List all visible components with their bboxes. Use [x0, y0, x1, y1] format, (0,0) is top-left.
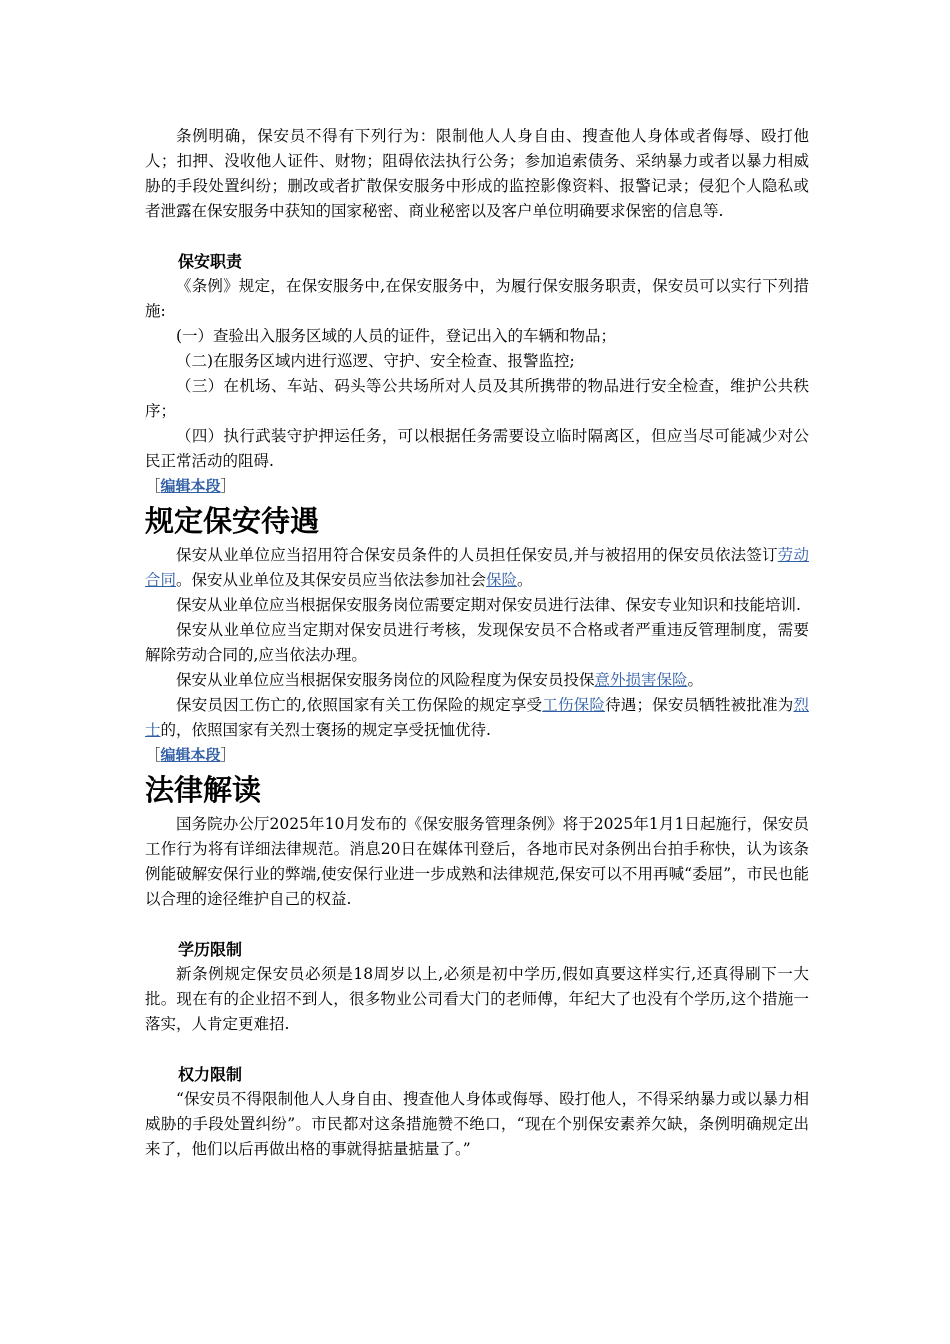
- duties-item-4: （四）执行武装守护押运任务，可以根据任务需要设立临时隔离区，但应当尽可能减少对公民正常活动的阻碍.: [145, 427, 809, 470]
- edit-bracket-close: ］: [220, 746, 237, 764]
- treatment-paragraph-5: [145, 693, 809, 743]
- text-run: 。: [517, 571, 533, 589]
- power-heading: 权力限制: [178, 1065, 243, 1084]
- text-run: 保安从业单位应当根据保安服务岗位的风险程度为保安员投保: [176, 671, 595, 689]
- education-heading: 学历限制: [178, 940, 243, 959]
- text-run: 的，依照国家有关烈士褒扬的规定享受抚恤优待.: [160, 721, 491, 739]
- edit-section-link-1: [145, 474, 809, 499]
- spacer: [145, 224, 809, 249]
- treatment-paragraph-4: [145, 668, 809, 693]
- spacer: [145, 1037, 809, 1062]
- martyr-link[interactable]: 烈士: [145, 696, 809, 739]
- work-injury-insurance-link[interactable]: 工伤保险: [542, 696, 606, 714]
- treatment-heading: 规定保安待遇: [145, 504, 320, 538]
- text-run: 保安从业单位应当招用符合保安员条件的人员担任保安员,并与被招用的保安员依法签订: [176, 546, 778, 564]
- text-run: 。: [687, 671, 704, 689]
- text-run: 。保安从业单位及其保安员应当依法参加社会: [176, 571, 487, 589]
- duties-item-3: （三）在机场、车站、码头等公共场所对人员及其所携带的物品进行安全检查，维护公共秩序；: [145, 377, 809, 420]
- treatment-paragraph-2: 保安从业单位应当根据保安服务岗位需要定期对保安员进行法律、保安专业知识和技能培训.: [176, 596, 801, 614]
- power-paragraph: “保安员不得限制他人人身自由、搜查他人身体或侮辱、殴打他人，不得采纳暴力或以暴力相威胁的手段处置纠纷”。市民都对这条措施赞不绝口，“现在个别保安素养欠缺，条例明确规定出来了，他们以后再做出格的事就得掂量掂量了。”: [145, 1090, 809, 1158]
- treatment-paragraph-3: 保安从业单位应当定期对保安员进行考核，发现保安员不合格或者严重违反管理制度，需要解除劳动合同的,应当依法办理。: [145, 621, 809, 664]
- duties-item-1: (一）查验出入服务区域的人员的证件，登记出入的车辆和物品；: [176, 327, 617, 345]
- treatment-paragraph-1: [145, 543, 809, 593]
- edit-section-button-2[interactable]: 编辑本段: [160, 746, 221, 764]
- edit-section-link-2: [145, 743, 809, 768]
- accident-insurance-link[interactable]: 意外损害保险: [594, 671, 688, 689]
- edit-section-button-1[interactable]: 编辑本段: [160, 477, 221, 495]
- education-paragraph: 新条例规定保安员必须是18周岁以上,必须是初中学历,假如真要这样实行,还真得刷下一大批。现在有的企业招不到人，很多物业公司看大门的老师傅，年纪大了也没有个学历,这个措施一落实，人肯定更难招.: [145, 965, 809, 1033]
- duties-item-2: （二)在服务区域内进行巡逻、守护、安全检查、报警监控;: [176, 352, 575, 370]
- legal-paragraph: 国务院办公厅2025年10月发布的《保安服务管理条例》将于2025年1月1日起施行，保安员工作行为将有详细法律规范。消息20日在媒体刊登后，各地市民对条例出台拍手称快，认为该条例能破解安保行业的弊端,使安保行业进一步成熟和法律规范,保安可以不用再喊“委屈”，市民也能以合理的途径维护自己的权益.: [145, 815, 809, 908]
- document-body: [145, 124, 809, 1162]
- legal-heading: 法律解读: [145, 773, 262, 807]
- insurance-link[interactable]: 保险: [486, 571, 518, 589]
- spacer: [145, 912, 809, 937]
- edit-bracket-open: ［: [145, 477, 161, 495]
- intro-paragraph: 条例明确，保安员不得有下列行为：限制他人人身自由、搜查他人身体或者侮辱、殴打他人；扣押、没收他人证件、财物；阻碍依法执行公务；参加追索债务、采纳暴力或者以暴力相威胁的手段处置纠纷；删改或者扩散保安服务中形成的监控影像资料、报警记录；侵犯个人隐私或者泄露在保安服务中获知的国家秘密、商业秘密以及客户单位明确要求保密的信息等.: [145, 127, 809, 220]
- duties-lead: 《条例》规定，在保安服务中,在保安服务中，为履行保安服务职责，保安员可以实行下列措施:: [145, 277, 809, 320]
- labor-contract-link[interactable]: 劳动合同: [145, 546, 809, 589]
- text-run: 保安员因工伤亡的,依照国家有关工伤保险的规定享受: [176, 696, 543, 714]
- edit-bracket-close: ］: [220, 477, 237, 495]
- text-run: 待遇；保安员牺牲被批准为: [605, 696, 794, 714]
- duties-heading: 保安职责: [178, 252, 243, 271]
- edit-bracket-open: ［: [145, 746, 161, 764]
